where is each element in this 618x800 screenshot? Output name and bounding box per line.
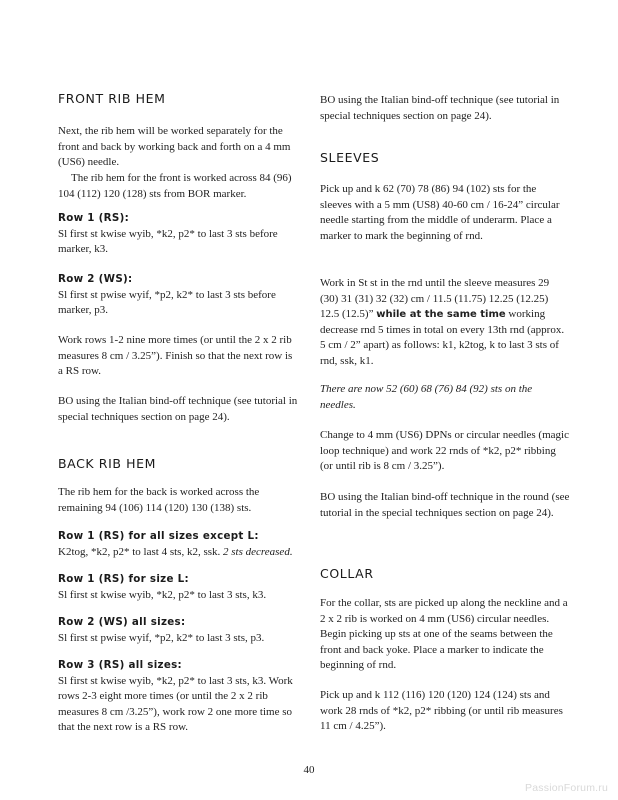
sleeves-heading: SLEEVES [320,150,380,165]
row-text: K2tog, *k2, p2* to last 4 sts, k2, ssk. [58,545,224,558]
collar-ribbing-paragraph: Pick up and k 112 (116) 120 (120) 124 (124) sts and work 28 rnds of *k2, p2* ribbing (or until rib measures 11 cm / 4.25”). [320,689,563,733]
row-label: Row 2 (WS) all sizes: [58,616,186,628]
decrease-instruction-text: working decrease rnd 5 times in total on every 13th rnd (approx. 5 cm / 2” apart) as follows: k1, k2tog, k to last 3 sts of rnd, ssk, k1. [320,308,565,367]
back-row-2 [58,615,298,646]
front-intro-paragraph: Next, the rib hem will be worked separately for the front and back by working back and forth on a 4 mm (US6) needle. [58,125,291,169]
back-rib-hem-heading: BACK RIB HEM [58,456,157,471]
front-bind-off-paragraph: BO using the Italian bind-off technique (see tutorial in special techniques section on page 24). [58,395,298,423]
row-label: Row 1 (RS) for size L: [58,573,189,585]
row-instruction: Sl first st pwise wyif, *p2, k2* to last 3 sts, p3. [58,631,265,644]
row-instruction: Sl first st kwise wyib, *k2, p2* to last 3 sts, k3. Work rows 2-3 eight more times (or until the 2 x 2 rib measures 8 cm /3.25”), work row 2 one more time so that the next row is a RS row. [58,674,293,734]
collar-heading: COLLAR [320,566,374,581]
sleeves-stitch-count-note: There are now 52 (60) 68 (76) 84 (92) sts on the needles. [320,383,533,411]
front-row-1 [58,211,298,258]
row-instruction: Sl first st kwise wyib, *k2, p2* to last 3 sts before marker, k3. [58,227,278,256]
page-number: 40 [303,764,315,776]
back-intro-paragraph: The rib hem for the back is worked across the remaining 94 (106) 114 (120) 130 (138) sts. [58,486,260,514]
front-stitch-count-paragraph: The rib hem for the front is worked across 84 (96) 104 (112) 120 (128) sts from BOR marker. [58,172,292,200]
sleeve-length-text: Work in St st in the rnd until the sleeve measures 29 (30) 31 (31) 32 (32) cm / 11.5 (11.75) 12.25 (12.25) 12.5 (12.5)” [320,277,550,321]
row-instruction [58,545,298,561]
row-instruction: Sl first st kwise wyib, *k2, p2* to last 3 sts, k3. [58,588,267,601]
row-label: Row 2 (WS): [58,273,133,285]
row-label: Row 1 (RS) for all sizes except L: [58,530,259,542]
emphasis-text: while at the same time [376,309,506,321]
front-rib-hem-heading: FRONT RIB HEM [58,91,166,106]
front-repeat-paragraph: Work rows 1-2 nine more times (or until the 2 x 2 rib measures 8 cm / 3.25”). Finish so that the next row is a RS row. [58,334,293,378]
back-bind-off-paragraph: BO using the Italian bind-off technique (see tutorial in special techniques section on page 24). [320,94,560,122]
decrease-note: 2 sts decreased. [223,545,293,558]
sleeves-decrease-paragraph [320,276,570,370]
sleeves-ribbing-paragraph: Change to 4 mm (US6) DPNs or circular needles (magic loop technique) and work 22 rnds of *k2, p2* ribbing (or until rib is 8 cm / 3.25”). [320,429,569,473]
row-label: Row 1 (RS): [58,212,130,224]
row-instruction: Sl first st pwise wyif, *p2, k2* to last 3 sts before marker, p3. [58,288,276,317]
collar-pickup-paragraph: For the collar, sts are picked up along the neckline and a 2 x 2 rib is worked on 4 mm (US6) circular needles. Begin picking up sts at one of the seams between the front and back yoke. Place a marker to indicate the beginning of rnd. [320,597,568,672]
sleeves-bind-off-paragraph: BO using the Italian bind-off technique in the round (see tutorial in the special techniques section on page 24). [320,491,570,519]
back-row-1-all-except-l [58,529,298,560]
back-row-3 [58,658,298,736]
front-row-2 [58,272,298,319]
watermark: PassionForum.ru [525,782,608,794]
sleeves-pickup-paragraph: Pick up and k 62 (70) 78 (86) 94 (102) sts for the sleeves with a 5 mm (US8) 40-60 cm / 16-24” circular needle starting from the middle of underarm. Place a marker to mark the beginning of rnd. [320,183,560,242]
back-row-1-size-l [58,572,298,603]
row-label: Row 3 (RS) all sizes: [58,659,182,671]
